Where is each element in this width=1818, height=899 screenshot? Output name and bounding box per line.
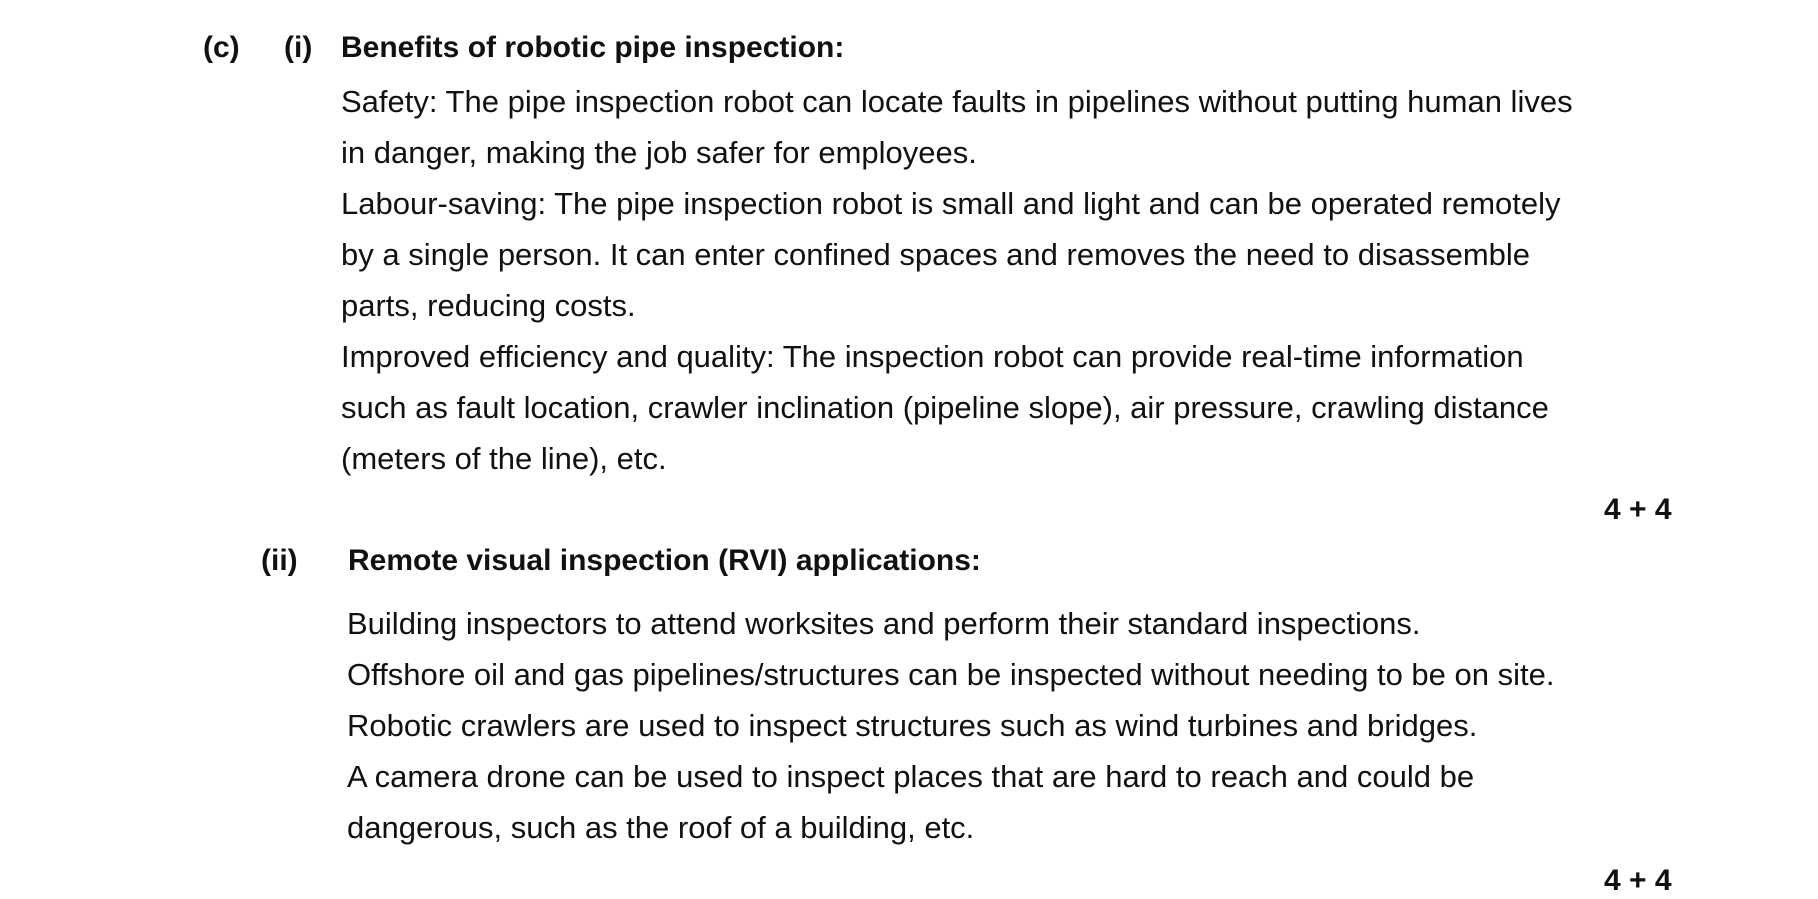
- sub-ii-line: Robotic crawlers are used to inspect structures such as wind turbines and bridges.: [347, 708, 1478, 743]
- sub-i-heading: Benefits of robotic pipe inspection:: [341, 31, 845, 64]
- sub-i-line: by a single person. It can enter confined spaces and removes the need to disassemble: [341, 237, 1531, 272]
- part-c-label: (c): [203, 31, 240, 64]
- sub-i-line: such as fault location, crawler inclination (pipeline slope), air pressure, crawling distance: [341, 390, 1549, 425]
- sub-i-line: Safety: The pipe inspection robot can locate faults in pipelines without putting human lives: [341, 84, 1573, 119]
- sub-i-line: in danger, making the job safer for employees.: [341, 135, 977, 170]
- sub-ii-label: (ii): [261, 544, 298, 577]
- sub-i-line: Labour-saving: The pipe inspection robot is small and light and can be operated remotely: [341, 186, 1561, 221]
- sub-ii-line: A camera drone can be used to inspect places that are hard to reach and could be: [347, 759, 1475, 794]
- sub-i-label: (i): [284, 31, 313, 64]
- sub-ii-line: Offshore oil and gas pipelines/structures can be inspected without needing to be on site.: [347, 657, 1555, 692]
- sub-ii-line: dangerous, such as the roof of a building, etc.: [347, 810, 975, 845]
- sub-ii-marks: 4 + 4: [1604, 864, 1672, 897]
- sub-ii-line: Building inspectors to attend worksites and perform their standard inspections.: [347, 606, 1421, 641]
- sub-i-line: Improved efficiency and quality: The inspection robot can provide real-time information: [341, 339, 1524, 374]
- sub-i-marks: 4 + 4: [1604, 493, 1672, 526]
- sub-i-line: parts, reducing costs.: [341, 288, 636, 323]
- sub-i-line: (meters of the line), etc.: [341, 441, 667, 476]
- sub-ii-heading: Remote visual inspection (RVI) applications:: [348, 544, 981, 577]
